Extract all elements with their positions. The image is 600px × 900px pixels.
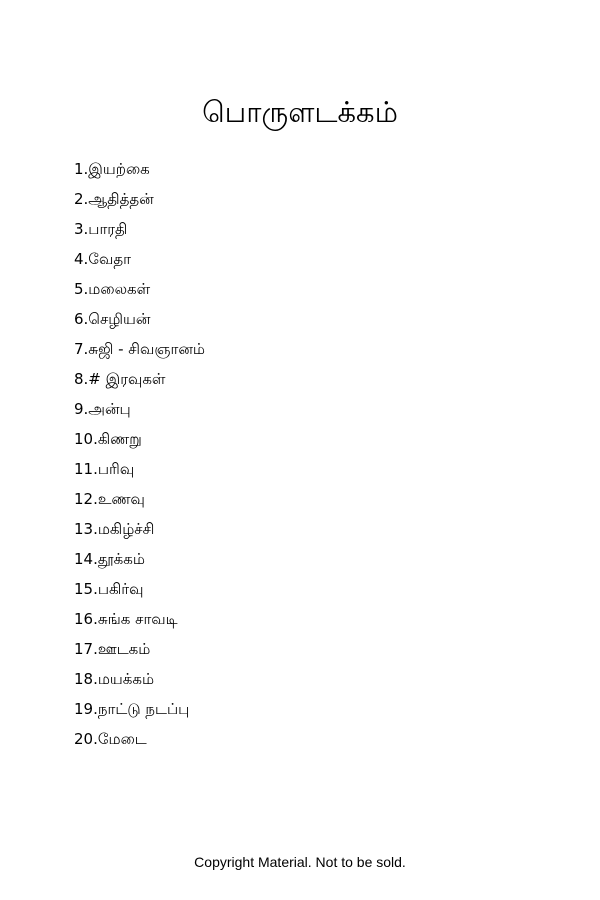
toc-item-9: 9.அன்பு	[74, 400, 131, 418]
toc-item-15: 15.பகிர்வு	[74, 580, 144, 598]
toc-item-17: 17.ஊடகம்	[74, 640, 151, 658]
page-title: பொருளடக்கம்	[202, 95, 398, 129]
toc-item-18: 18.மயக்கம்	[74, 670, 155, 688]
toc-item-6: 6.செழியன்	[74, 310, 151, 328]
toc-item-3: 3.பாரதி	[74, 220, 128, 238]
toc-item-11: 11.பரிவு	[74, 460, 135, 478]
toc-item-12: 12.உணவு	[74, 490, 145, 508]
toc-item-2: 2.ஆதித்தன்	[74, 190, 154, 208]
toc-item-1: 1.இயற்கை	[74, 160, 150, 178]
toc-item-14: 14.தூக்கம்	[74, 550, 145, 568]
toc-item-20: 20.மேடை	[74, 730, 147, 748]
toc-item-8: 8.# இரவுகள்	[74, 370, 166, 388]
toc-item-19: 19.நாட்டு நடப்பு	[74, 700, 190, 718]
toc-item-16: 16.சுங்க சாவடி	[74, 610, 178, 628]
copyright-notice: Copyright Material. Not to be sold.	[194, 854, 406, 870]
table-of-contents	[74, 156, 205, 756]
toc-item-13: 13.மகிழ்ச்சி	[74, 520, 155, 538]
toc-item-4: 4.வேதா	[74, 250, 131, 268]
toc-item-5: 5.மலைகள்	[74, 280, 151, 298]
toc-item-7: 7.சுஜி - சிவஞானம்	[74, 340, 205, 358]
toc-item-10: 10.கிணறு	[74, 430, 142, 448]
